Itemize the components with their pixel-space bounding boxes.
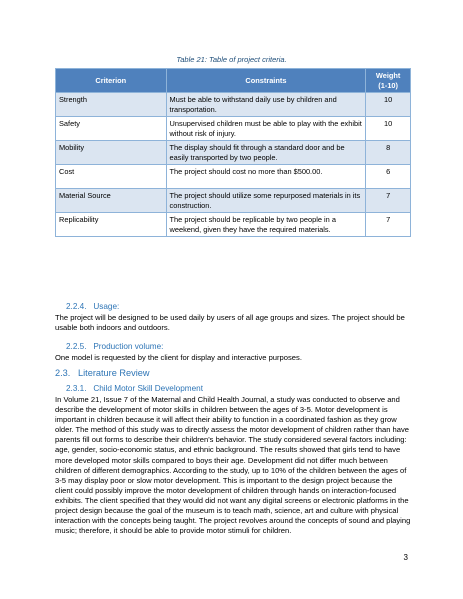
table-row [56,213,411,237]
section-heading-child-motor [66,384,203,393]
weight-cell: 10 [366,117,411,141]
criterion-cell: Safety [56,117,167,141]
criterion-cell: Strength [56,93,167,117]
criterion-cell: Material Source [56,189,167,213]
section-number: 2.3.1. [66,384,87,393]
header-weight-line1: Weight [375,71,401,80]
criterion-cell: Replicability [56,213,167,237]
section-number: 2.2.4. [66,302,87,311]
section-title: Usage: [93,302,120,311]
weight-cell: 10 [366,93,411,117]
section-heading-usage [66,302,119,311]
section-title: Production volume: [93,342,164,351]
production-paragraph: One model is requested by the client for display and interactive purposes. [55,353,302,362]
table-row [56,165,411,189]
header-criterion: Criterion [56,69,167,93]
constraint-cell: Must be able to withstand daily use by children and transportation. [166,93,366,117]
table-row [56,117,411,141]
table-header-row [56,69,411,93]
section-heading-production [66,342,163,351]
section-title: Child Motor Skill Development [93,384,203,393]
weight-cell: 8 [366,141,411,165]
section-heading-literature [55,368,150,378]
weight-cell: 7 [366,213,411,237]
usage-paragraph: The project will be designed to be used daily by users of all age groups and sizes. The project should be usable both indoors and outdoors. [55,313,405,333]
criteria-table [55,68,411,237]
criterion-cell: Cost [56,165,167,189]
section-number: 2.3. [55,368,71,378]
page-number: 3 [403,553,408,562]
section-title: Literature Review [78,368,150,378]
child-motor-paragraph: In Volume 21, Issue 7 of the Maternal and Child Health Journal, a study was conducted to observe and describe the development of motor skills in children between the ages of 3-5. Motor development is important in children because it will affect their ability to function in a coordinated fashion as they grow older. The method of this study was to directly assess the motor development of children rather than have parents fill out forms to describe their children's behavior. The study considered several factors including: age, gender, socio-economic status, and ethnic background. The results showed that girls tend to have more developed motor skills compared to boys their age. Development did not differ much between children of different demographics. According to the study, up to 10% of the children between the ages of 3-5 may display poor or slow motor development. This is important to the design project because the client could possibly improve the motor development of children through hands on interaction-focused exhibits. The client specified that they would did not want any digital screens or electronic platforms in the project design because the goal of the museum is to teach math, science, art and culture with physical interaction with the concepts being taught. The project revolves around the concepts of sound and playing music; therefore, it should be able to provide motor stimuli for children. [55,395,411,536]
criterion-cell: Mobility [56,141,167,165]
constraint-cell: The display should fit through a standard door and be easily transported by two people. [166,141,366,165]
constraint-cell: Unsupervised children must be able to play with the exhibit without risk of injury. [166,117,366,141]
header-weight [366,69,411,93]
table-row [56,93,411,117]
table-row [56,141,411,165]
constraint-cell: The project should cost no more than $500.00. [166,165,366,189]
weight-cell: 6 [366,165,411,189]
header-constraints: Constraints [166,69,366,93]
table-row [56,189,411,213]
section-number: 2.2.5. [66,342,87,351]
constraint-cell: The project should be replicable by two people in a weekend, given they have the required materials. [166,213,366,237]
header-weight-line2: (1-10) [378,80,398,90]
table-caption: Table 21: Table of project criteria. [176,55,287,64]
weight-cell: 7 [366,189,411,213]
constraint-cell: The project should utilize some repurposed materials in its construction. [166,189,366,213]
